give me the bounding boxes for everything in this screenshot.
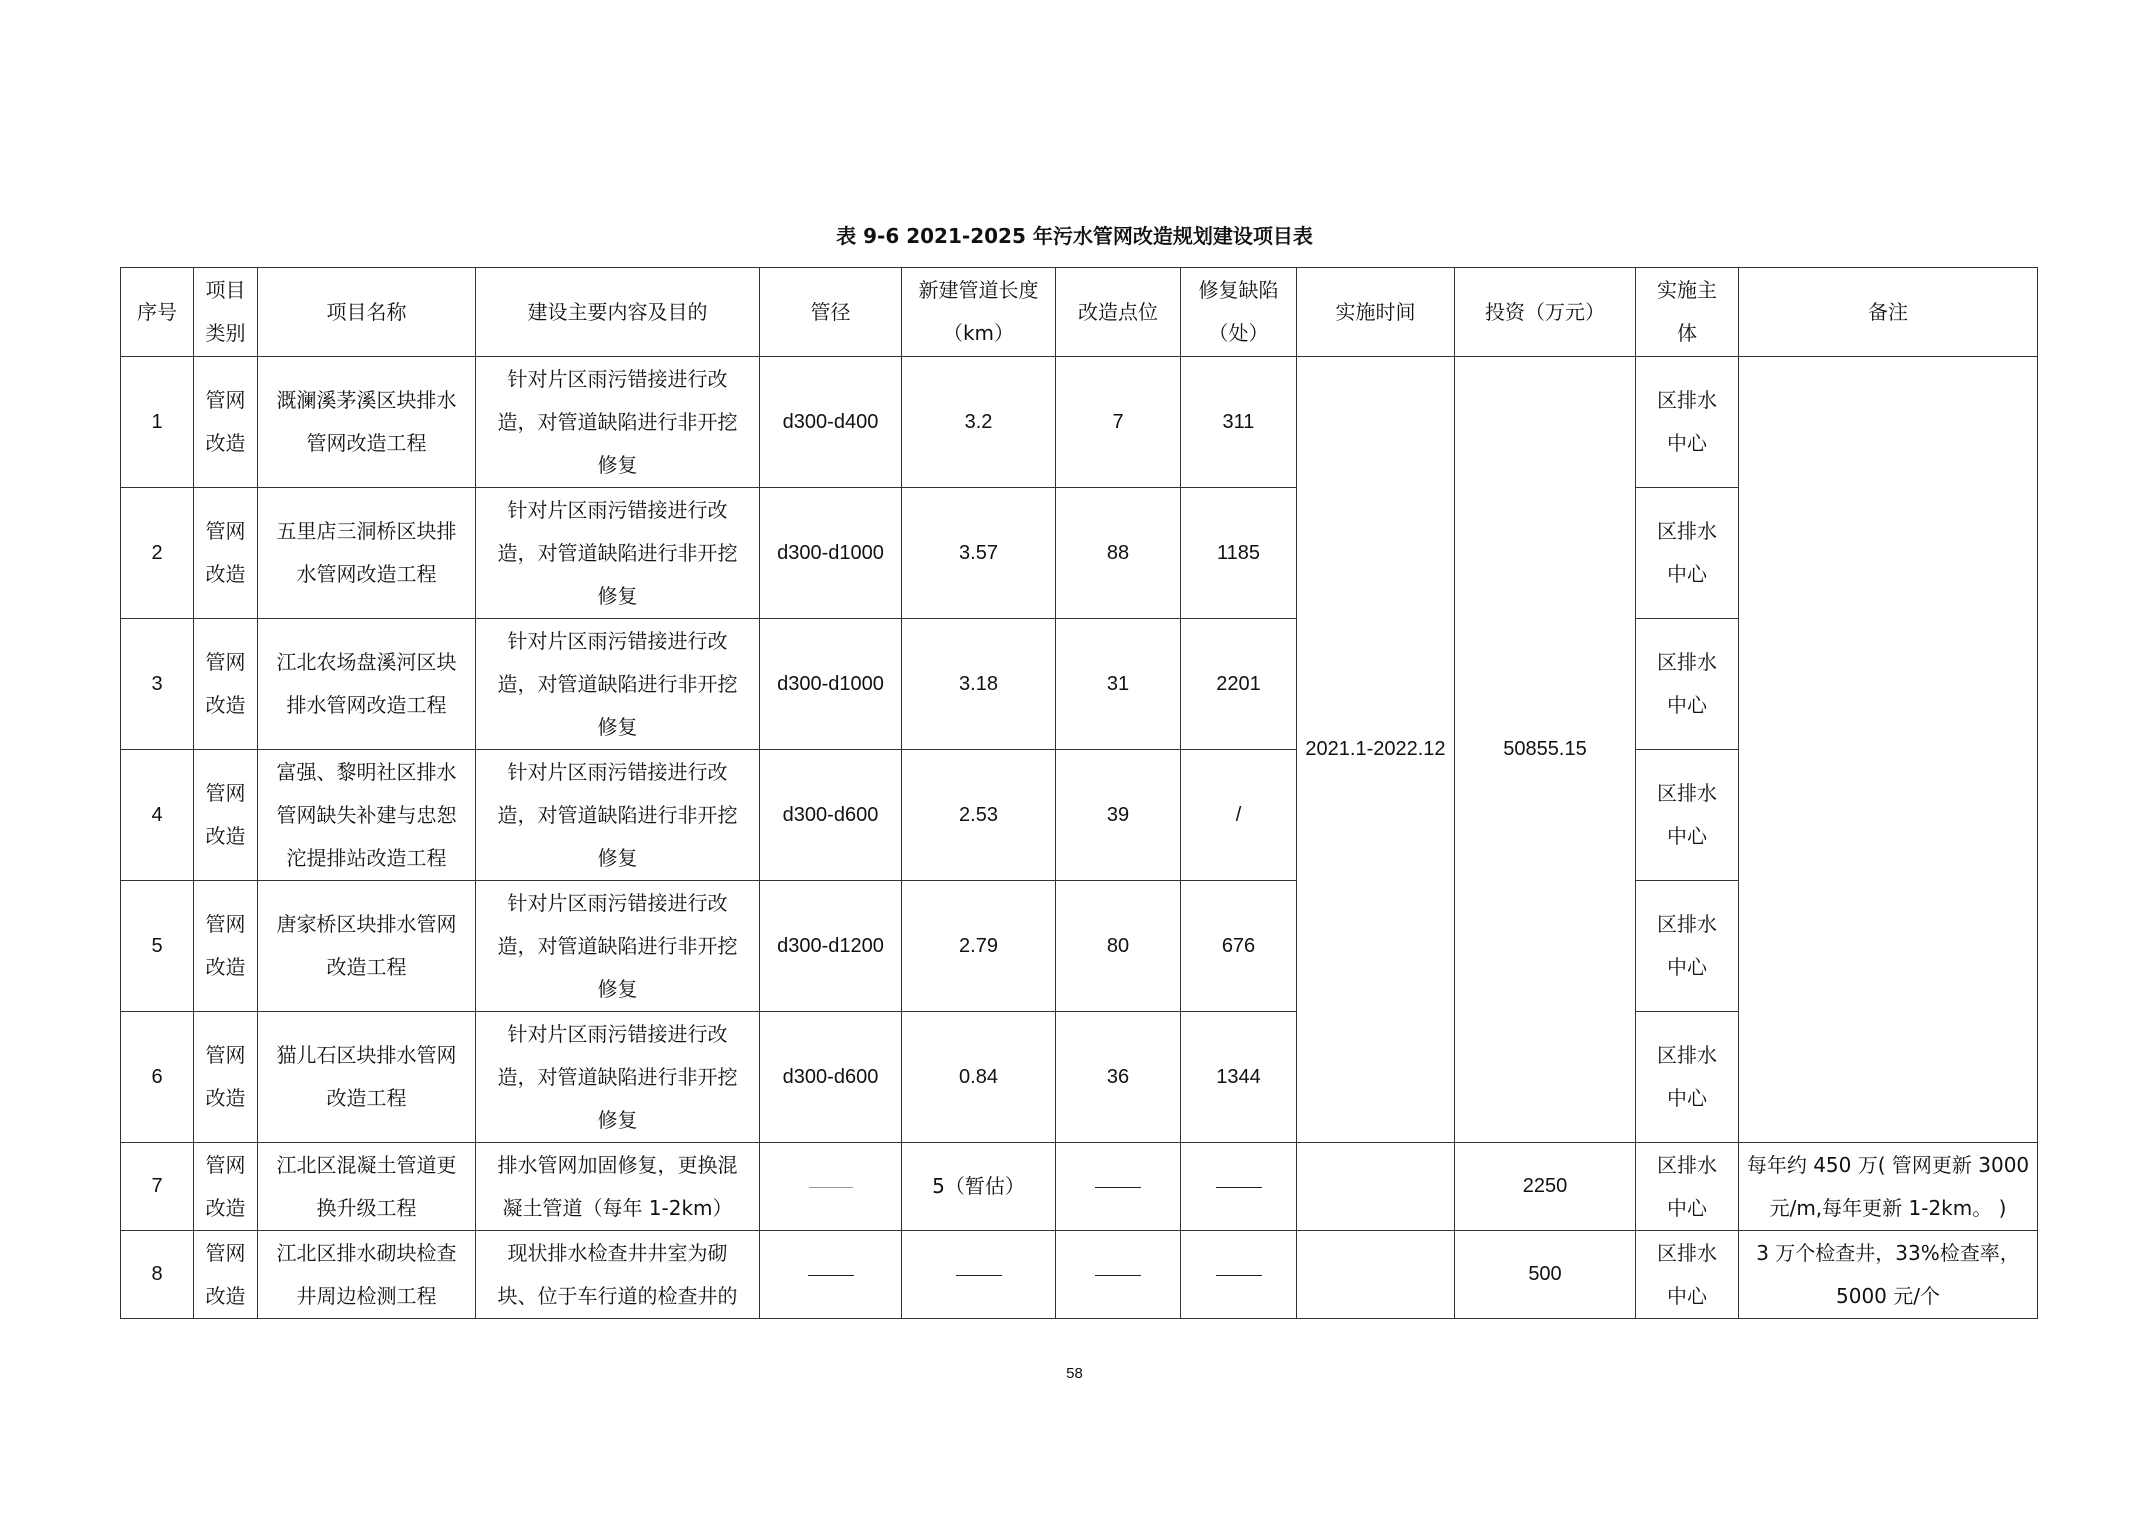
table-row	[121, 357, 2038, 488]
cell-length: 2.79	[902, 881, 1056, 1012]
header-remark: 备注	[1739, 268, 2038, 357]
cell-defects: /	[1181, 750, 1297, 881]
cell-no: 7	[121, 1143, 194, 1231]
cell-type: 管网 改造	[194, 1231, 258, 1319]
cell-content: 针对片区雨污错接进行改 造，对管道缺陷进行非开挖 修复	[476, 881, 760, 1012]
cell-entity: 区排水 中心	[1636, 881, 1739, 1012]
dash-mark	[1095, 1275, 1141, 1276]
cell-name: 江北区排水砌块检查 井周边检测工程	[258, 1231, 476, 1319]
cell-points: 39	[1056, 750, 1181, 881]
cell-length: 3.57	[902, 488, 1056, 619]
cell-entity: 区排水 中心	[1636, 1012, 1739, 1143]
cell-length: 2.53	[902, 750, 1056, 881]
cell-diameter: d300-d1000	[760, 488, 902, 619]
cell-invest: 2250	[1455, 1143, 1636, 1231]
cell-remark: 每年约 450 万( 管网更新 3000 元/m,每年更新 1-2km。 )	[1739, 1143, 2038, 1231]
cell-entity: 区排水 中心	[1636, 357, 1739, 488]
cell-no: 8	[121, 1231, 194, 1319]
header-name: 项目名称	[258, 268, 476, 357]
cell-defects: 1344	[1181, 1012, 1297, 1143]
cell-diameter	[760, 1231, 902, 1319]
cell-content: 针对片区雨污错接进行改 造，对管道缺陷进行非开挖 修复	[476, 488, 760, 619]
cell-length: 3.2	[902, 357, 1056, 488]
table-title: 表 9-6 2021-2025 年污水管网改造规划建设项目表	[836, 224, 1313, 248]
header-type: 项目 类别	[194, 268, 258, 357]
header-defects: 修复缺陷 （处）	[1181, 268, 1297, 357]
cell-no: 3	[121, 619, 194, 750]
cell-no: 5	[121, 881, 194, 1012]
cell-defects	[1181, 1143, 1297, 1231]
cell-points	[1056, 1143, 1181, 1231]
cell-content: 针对片区雨污错接进行改 造，对管道缺陷进行非开挖 修复	[476, 750, 760, 881]
cell-type: 管网 改造	[194, 1012, 258, 1143]
cell-points: 36	[1056, 1012, 1181, 1143]
page-number: 58	[1066, 1365, 1083, 1382]
cell-diameter: d300-d600	[760, 750, 902, 881]
cell-invest: 500	[1455, 1231, 1636, 1319]
dash-mark	[1216, 1187, 1262, 1188]
header-points: 改造点位	[1056, 268, 1181, 357]
cell-defects: 1185	[1181, 488, 1297, 619]
cell-time-merged: 2021.1-2022.12	[1297, 357, 1455, 1143]
cell-type: 管网 改造	[194, 357, 258, 488]
cell-diameter: d300-d600	[760, 1012, 902, 1143]
dash-mark	[956, 1275, 1002, 1276]
header-time: 实施时间	[1297, 268, 1455, 357]
cell-type: 管网 改造	[194, 750, 258, 881]
cell-time	[1297, 1231, 1455, 1319]
cell-diameter	[760, 1143, 902, 1231]
cell-name: 富强、黎明社区排水 管网缺失补建与忠恕 沱提排站改造工程	[258, 750, 476, 881]
table-row	[121, 1143, 2038, 1231]
cell-remark: 3 万个检查井，33%检查率， 5000 元/个	[1739, 1231, 2038, 1319]
cell-name: 江北区混凝土管道更 换升级工程	[258, 1143, 476, 1231]
header-content: 建设主要内容及目的	[476, 268, 760, 357]
header-no: 序号	[121, 268, 194, 357]
table-row	[121, 1231, 2038, 1319]
cell-points: 88	[1056, 488, 1181, 619]
dash-mark	[1095, 1187, 1141, 1188]
cell-no: 6	[121, 1012, 194, 1143]
cell-name: 江北农场盘溪河区块 排水管网改造工程	[258, 619, 476, 750]
cell-points: 31	[1056, 619, 1181, 750]
cell-diameter: d300-d1200	[760, 881, 902, 1012]
cell-diameter: d300-d1000	[760, 619, 902, 750]
cell-type: 管网 改造	[194, 881, 258, 1012]
cell-name: 猫儿石区块排水管网 改造工程	[258, 1012, 476, 1143]
dash-mark	[809, 1187, 853, 1188]
cell-length: 3.18	[902, 619, 1056, 750]
cell-entity: 区排水 中心	[1636, 619, 1739, 750]
cell-content: 针对片区雨污错接进行改 造，对管道缺陷进行非开挖 修复	[476, 619, 760, 750]
cell-name: 五里店三洞桥区块排 水管网改造工程	[258, 488, 476, 619]
cell-no: 1	[121, 357, 194, 488]
cell-content: 现状排水检查井井室为砌 块、位于车行道的检查井的	[476, 1231, 760, 1319]
cell-no: 2	[121, 488, 194, 619]
header-length: 新建管道长度 （km）	[902, 268, 1056, 357]
cell-name: 唐家桥区块排水管网 改造工程	[258, 881, 476, 1012]
cell-points	[1056, 1231, 1181, 1319]
dash-mark	[808, 1275, 854, 1276]
cell-content: 针对片区雨污错接进行改 造，对管道缺陷进行非开挖 修复	[476, 1012, 760, 1143]
dash-mark	[1216, 1275, 1262, 1276]
cell-entity: 区排水 中心	[1636, 750, 1739, 881]
cell-time	[1297, 1143, 1455, 1231]
cell-defects: 676	[1181, 881, 1297, 1012]
cell-content: 针对片区雨污错接进行改 造，对管道缺陷进行非开挖 修复	[476, 357, 760, 488]
header-entity: 实施主 体	[1636, 268, 1739, 357]
cell-entity: 区排水 中心	[1636, 1143, 1739, 1231]
cell-content: 排水管网加固修复，更换混 凝土管道（每年 1-2km）	[476, 1143, 760, 1231]
cell-type: 管网 改造	[194, 619, 258, 750]
cell-length: 0.84	[902, 1012, 1056, 1143]
cell-defects: 311	[1181, 357, 1297, 488]
cell-name: 溉澜溪茅溪区块排水 管网改造工程	[258, 357, 476, 488]
cell-type: 管网 改造	[194, 488, 258, 619]
cell-remark-merged	[1739, 357, 2038, 1143]
cell-length	[902, 1231, 1056, 1319]
cell-points: 7	[1056, 357, 1181, 488]
header-invest: 投资（万元）	[1455, 268, 1636, 357]
header-diameter: 管径	[760, 268, 902, 357]
cell-entity: 区排水 中心	[1636, 488, 1739, 619]
cell-invest-merged: 50855.15	[1455, 357, 1636, 1143]
cell-entity: 区排水 中心	[1636, 1231, 1739, 1319]
cell-no: 4	[121, 750, 194, 881]
cell-length: 5（暂估）	[902, 1143, 1056, 1231]
project-table	[120, 267, 2038, 1319]
cell-type: 管网 改造	[194, 1143, 258, 1231]
cell-points: 80	[1056, 881, 1181, 1012]
cell-defects: 2201	[1181, 619, 1297, 750]
header-row	[121, 268, 2038, 357]
cell-diameter: d300-d400	[760, 357, 902, 488]
cell-defects	[1181, 1231, 1297, 1319]
